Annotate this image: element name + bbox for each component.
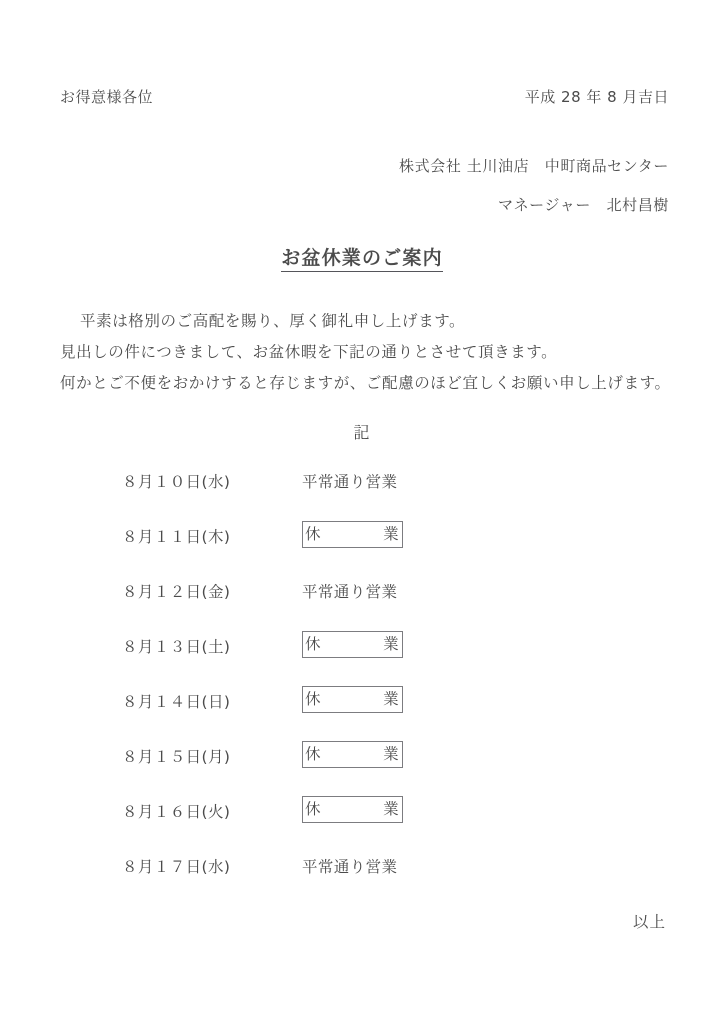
closing-mark: 以上 — [632, 913, 666, 931]
page-title — [0, 243, 724, 270]
schedule-row — [122, 525, 542, 580]
schedule-status: 平常通り営業 — [302, 473, 398, 491]
schedule-row — [122, 855, 542, 910]
status-char-left: 休 — [305, 689, 321, 708]
schedule-date: ８月１３日(土) — [122, 638, 231, 656]
schedule-date: ８月１４日(日) — [122, 693, 231, 711]
status-char-right: 業 — [383, 744, 399, 763]
document-date: 平成 28 年 8 月吉日 — [524, 88, 669, 106]
schedule-row — [122, 635, 542, 690]
schedule-list — [122, 470, 542, 910]
status-char-left: 休 — [305, 634, 321, 653]
sender-person: マネージャー 北村昌樹 — [497, 196, 669, 214]
schedule-status-boxed — [302, 796, 403, 823]
schedule-status: 平常通り営業 — [302, 583, 398, 601]
schedule-status-boxed — [302, 741, 403, 768]
schedule-status: 平常通り営業 — [302, 858, 398, 876]
schedule-date: ８月１７日(水) — [122, 858, 231, 876]
document-header — [60, 86, 669, 107]
schedule-row — [122, 470, 542, 525]
status-char-right: 業 — [383, 634, 399, 653]
status-char-left: 休 — [305, 744, 321, 763]
schedule-row — [122, 580, 542, 635]
schedule-date: ８月１５日(月) — [122, 748, 231, 766]
schedule-status-boxed — [302, 631, 403, 658]
body-line: 何かとご不便をおかけすると存じますが、ご配慮のほど宜しくお願い申し上げます。 — [60, 374, 671, 392]
status-char-right: 業 — [383, 799, 399, 818]
schedule-date: ８月１６日(火) — [122, 803, 231, 821]
schedule-status-boxed — [302, 521, 403, 548]
schedule-row — [122, 690, 542, 745]
body-line: 見出しの件につきまして、お盆休暇を下記の通りとさせて頂きます。 — [60, 343, 558, 361]
schedule-date: ８月１２日(金) — [122, 583, 231, 601]
status-char-right: 業 — [383, 524, 399, 543]
body-line: 平素は格別のご高配を賜り、厚く御礼申し上げます。 — [80, 312, 466, 330]
sender-block — [399, 155, 669, 215]
status-char-left: 休 — [305, 524, 321, 543]
schedule-row — [122, 800, 542, 855]
schedule-date: ８月１０日(水) — [122, 473, 231, 491]
sender-company: 株式会社 土川油店 中町商品センター — [399, 157, 669, 175]
ki-marker: 記 — [353, 423, 371, 442]
body-paragraphs — [60, 306, 684, 399]
status-char-left: 休 — [305, 799, 321, 818]
schedule-status-boxed — [302, 686, 403, 713]
status-char-right: 業 — [383, 689, 399, 708]
schedule-date: ８月１１日(木) — [122, 528, 231, 546]
schedule-row — [122, 745, 542, 800]
page-title-text: お盆休業のご案内 — [281, 247, 443, 272]
addressee: お得意様各位 — [60, 88, 154, 106]
